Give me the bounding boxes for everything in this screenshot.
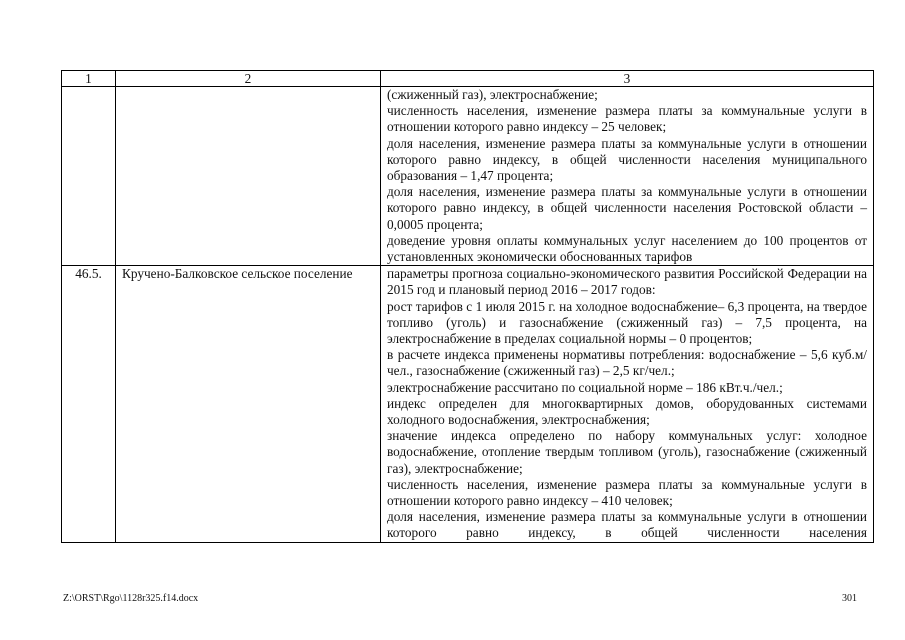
page-number: 301 xyxy=(842,593,857,604)
paragraph: значение индекса определено по набору коммунальных услуг: холодное водоснабжение, отопление твердым топливом (уголь), газоснабжение (сжиженный газ), электроснабжение; xyxy=(387,428,867,476)
paragraph: доля населения, изменение размера платы за коммунальные услуги в отношении которого равно индексу, в общей численности населения Ростовской области – 0,0005 процента; xyxy=(387,184,867,232)
paragraph: (сжиженный газ), электроснабжение; xyxy=(387,87,598,102)
tariff-table xyxy=(61,70,874,543)
header-col-1: 1 xyxy=(62,71,116,87)
parameters-cell xyxy=(381,266,874,542)
settlement-name xyxy=(116,87,381,266)
settlement-name: Кручено-Балковское сельское поселение xyxy=(116,266,381,542)
row-number xyxy=(62,87,116,266)
row-number: 46.5. xyxy=(62,266,116,542)
paragraph: индекс определен для многоквартирных домов, оборудованных системами холодного водоснабжения, электроснабжения; xyxy=(387,395,867,428)
table-row xyxy=(62,87,874,266)
file-path: Z:\ORST\Rgo\1128r325.f14.docx xyxy=(63,593,199,604)
paragraph: электроснабжение рассчитано по социальной норме – 186 кВт.ч./чел.; xyxy=(387,379,783,395)
paragraph: доля населения, изменение размера платы за коммунальные услуги в отношении которого равно индексу, в общей численности населения муниципального образования – 1,47 процента; xyxy=(387,135,867,184)
header-col-2: 2 xyxy=(116,71,381,87)
paragraph: численность населения, изменение размера платы за коммунальные услуги в отношении которого равно индексу – 410 человек; xyxy=(387,476,867,509)
paragraph: параметры прогноза социально-экономического развития Российской Федерации на 2015 год и плановый период 2016 – 2017 годов: xyxy=(387,266,867,298)
paragraph: численность населения, изменение размера платы за коммунальные услуги в отношении которого равно индексу – 25 человек; xyxy=(387,103,867,135)
paragraph: доведение уровня оплаты коммунальных услуг населением до 100 процентов от установленных экономически обоснованных тарифов xyxy=(387,232,867,265)
parameters-cell xyxy=(381,87,874,266)
table-header-row xyxy=(62,71,874,87)
header-col-3: 3 xyxy=(381,71,874,87)
paragraph: в расчете индекса применены нормативы потребления: водоснабжение – 5,6 куб.м/чел., газоснабжение (сжиженный газ) – 2,5 кг/чел.; xyxy=(387,347,867,379)
table-row xyxy=(62,266,874,542)
paragraph: доля населения, изменение размера платы за коммунальные услуги в отношении которого равно индексу, в общей численности населения xyxy=(387,509,867,541)
paragraph: рост тарифов с 1 июля 2015 г. на холодное водоснабжение– 6,3 процента, на твердое топливо (уголь) и газоснабжение (сжиженный газ) – 7,5 процента, на электроснабжение в пределах социальной нормы – 0 процентов; xyxy=(387,298,867,347)
